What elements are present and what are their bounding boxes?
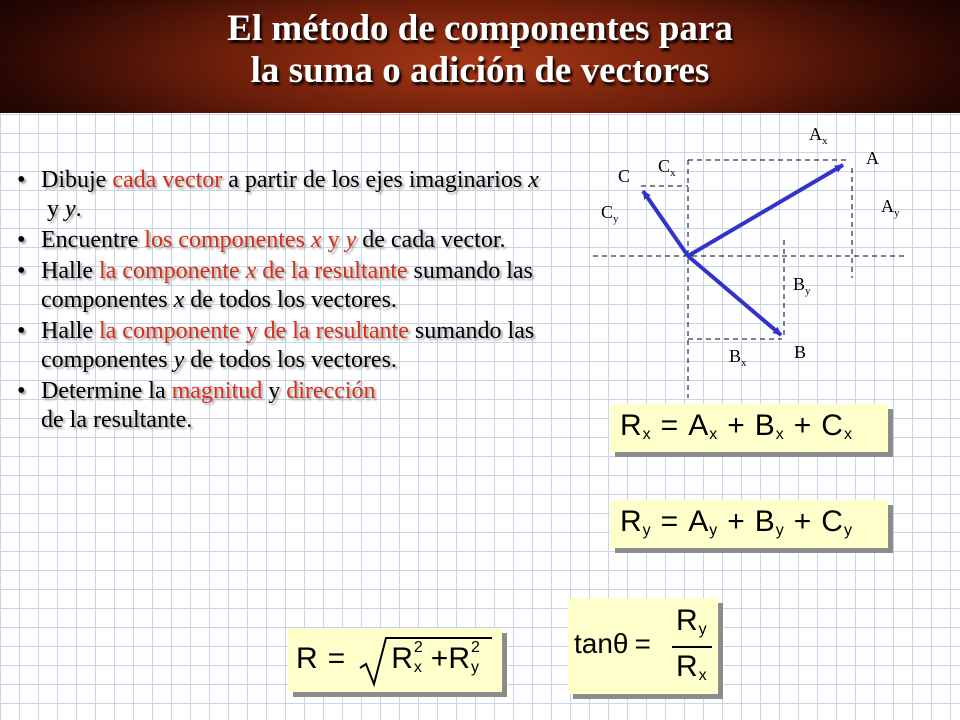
- vector-a-arrow: [688, 165, 843, 256]
- vector-c-arrow: [643, 191, 688, 256]
- instruction-list: [14, 166, 574, 437]
- label-ax: $A_x$: [809, 124, 828, 147]
- bullet-3: • Halle la componente x de la resultante sumando las componentes x de todos los vectores.: [14, 257, 574, 315]
- label-cx: $C_x$: [658, 156, 676, 179]
- formula-ry: Ry = Ay + By + Cy: [610, 500, 888, 548]
- vector-b-arrow: [688, 256, 781, 335]
- highlight-componentes: los componentes: [144, 227, 311, 253]
- highlight-direccion: dirección: [286, 378, 376, 404]
- title-line-2: la suma o adición de vectores: [250, 50, 710, 91]
- bullet-1: • Dibuje cada vector a partir de los ejes imaginarios x y y.: [14, 166, 574, 224]
- label-a: A: [866, 148, 879, 168]
- highlight-componente-x: la componente: [98, 258, 246, 284]
- label-b: B: [794, 342, 807, 362]
- formula-rx: Rx = Ax + Bx + Cx: [610, 404, 888, 452]
- label-by: $B_y$: [793, 274, 811, 297]
- label-bx: $B_x$: [729, 346, 747, 369]
- vector-components-diagram: [585, 118, 925, 398]
- highlight-magnitud: magnitud: [171, 378, 263, 404]
- label-ay: $A_y$: [881, 196, 900, 219]
- title-line-1: El método de componentes para: [227, 8, 733, 49]
- formula-resultant-magnitude: $R = Rx^2 +Ry^2$: [288, 628, 502, 692]
- bullet-4: • Halle la componente y de la resultante sumando las componentes y de todos los vectores.: [14, 317, 574, 375]
- label-c: C: [618, 166, 631, 186]
- title-banner: [0, 0, 960, 113]
- label-cy: $C_y$: [601, 202, 619, 225]
- sqrt-radical-icon: [358, 634, 494, 688]
- formula-direction-tangent: tanθ = Ry Rx: [568, 598, 718, 694]
- highlight-componente-y: la componente y de la resultante: [98, 318, 409, 344]
- highlight-cada-vector: cada vector: [112, 167, 223, 193]
- bullet-2: • Encuentre los componentes x y y de cada vector.: [14, 226, 574, 255]
- bullet-5: • Determine la magnitud y dirección de la resultante.: [14, 377, 574, 435]
- fraction-bar: [672, 646, 712, 648]
